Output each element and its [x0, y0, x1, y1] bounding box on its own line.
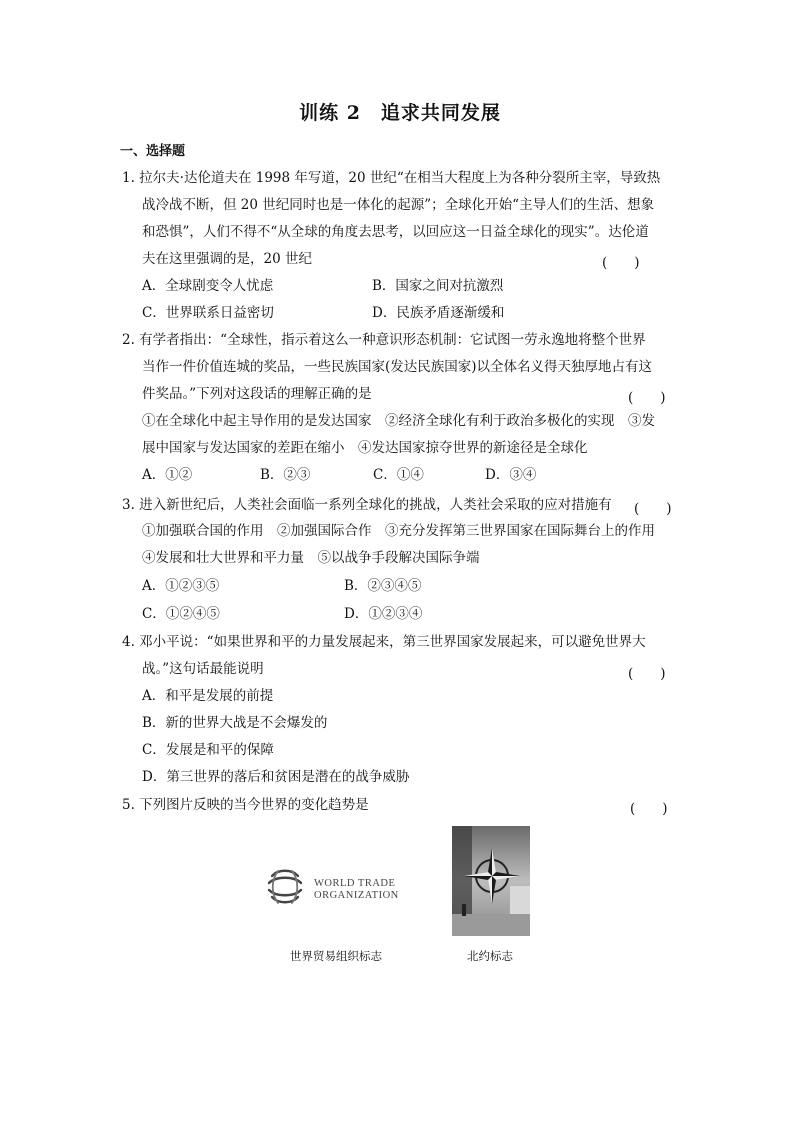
wto-text-line-1: WORLD TRADE — [314, 878, 396, 889]
option-c[interactable]: C．世界联系日益密切 — [142, 305, 274, 321]
question-text-line: 4. 邓小平说：“如果世界和平的力量发展起来，第三世界国家发展起来，可以避免世界大 — [122, 634, 646, 650]
question-text-line: 战冷战不断，但 20 世纪同时也是一体化的起源”；全球化开始“主导人们的生活、想象 — [142, 197, 655, 213]
answer-blank[interactable]: ( ) — [628, 666, 666, 682]
statement-line: ④发展和壮大世界和平力量 ⑤以战争手段解决国际争端 — [142, 550, 480, 566]
nato-star-icon — [452, 826, 530, 936]
option-b[interactable]: B．②③④⑤ — [344, 578, 422, 594]
section-heading: 一、选择题 — [120, 144, 186, 159]
answer-blank[interactable]: ( ) — [630, 801, 668, 817]
option-b[interactable]: B．②③ — [260, 467, 311, 483]
question-text-line: 件奖品。”下列对这段话的理解正确的是 — [142, 386, 372, 402]
option-d[interactable]: D．①②③④ — [344, 606, 423, 622]
option-d[interactable]: D．民族矛盾逐渐缓和 — [372, 305, 505, 321]
statement-line: ①加强联合国的作用 ②加强国际合作 ③充分发挥第三世界国家在国际舞台上的作用 — [142, 523, 655, 539]
option-b[interactable]: B．国家之间对抗激烈 — [372, 278, 504, 294]
answer-blank[interactable]: ( ) — [628, 390, 666, 406]
nato-caption: 北约标志 — [467, 949, 513, 963]
option-a[interactable]: A．①② — [142, 467, 193, 483]
option-a[interactable]: A．和平是发展的前提 — [142, 688, 274, 704]
question-text-line: 5. 下列图片反映的当今世界的变化趋势是 — [122, 797, 369, 813]
option-c[interactable]: C．发展是和平的保障 — [142, 742, 274, 758]
option-d[interactable]: D．③④ — [485, 467, 537, 483]
option-a[interactable]: A．全球剧变令人忧虑 — [142, 278, 274, 294]
wto-caption: 世界贸易组织标志 — [290, 949, 382, 963]
wto-text-line-2: ORGANIZATION — [314, 890, 399, 901]
question-text-line: 1. 拉尔夫·达伦道夫在 1998 年写道，20 世纪“在相当大程度上为各种分裂所主宰，导致热 — [122, 170, 661, 186]
question-text-line: 战。”这句话最能说明 — [142, 661, 264, 677]
option-a[interactable]: A．①②③⑤ — [142, 578, 220, 594]
question-text-line: 3. 进入新世纪后，人类社会面临一系列全球化的挑战，人类社会采取的应对措施有 — [122, 497, 612, 513]
option-c[interactable]: C．①④ — [373, 467, 424, 483]
option-b[interactable]: B．新的世界大战是不会爆发的 — [142, 715, 328, 731]
question-text-line: 2. 有学者指出：“全球性，指示着这么一种意识形态机制：它试图一劳永逸地将整个世界 — [122, 332, 646, 348]
question-text-line: 和恐惧”，人们不得不“从全球的角度去思考，以回应这一日益全球化的现实”。达伦道 — [142, 224, 649, 240]
statement-line: 展中国家与发达国家的差距在缩小 ④发达国家掠夺世界的新途径是全球化 — [142, 440, 588, 456]
question-text-line: 夫在这里强调的是，20 世纪 — [142, 251, 312, 267]
option-d[interactable]: D．第三世界的落后和贫困是潜在的战争威胁 — [142, 769, 410, 785]
answer-blank[interactable]: ( ) — [634, 501, 672, 517]
wto-logo-icon — [266, 862, 406, 912]
option-c[interactable]: C．①②④⑤ — [142, 606, 220, 622]
statement-line: ①在全球化中起主导作用的是发达国家 ②经济全球化有利于政治多极化的实现 ③发 — [142, 413, 655, 429]
page-title: 训练 2 追求共同发展 — [299, 102, 501, 124]
answer-blank[interactable]: ( ) — [602, 255, 640, 271]
question-text-line: 当作一件价值连城的奖品，一些民族国家(发达民族国家)以全体名义得天独厚地占有这 — [142, 359, 653, 375]
wto-logo-image — [266, 862, 406, 912]
nato-logo-photo — [452, 826, 530, 936]
